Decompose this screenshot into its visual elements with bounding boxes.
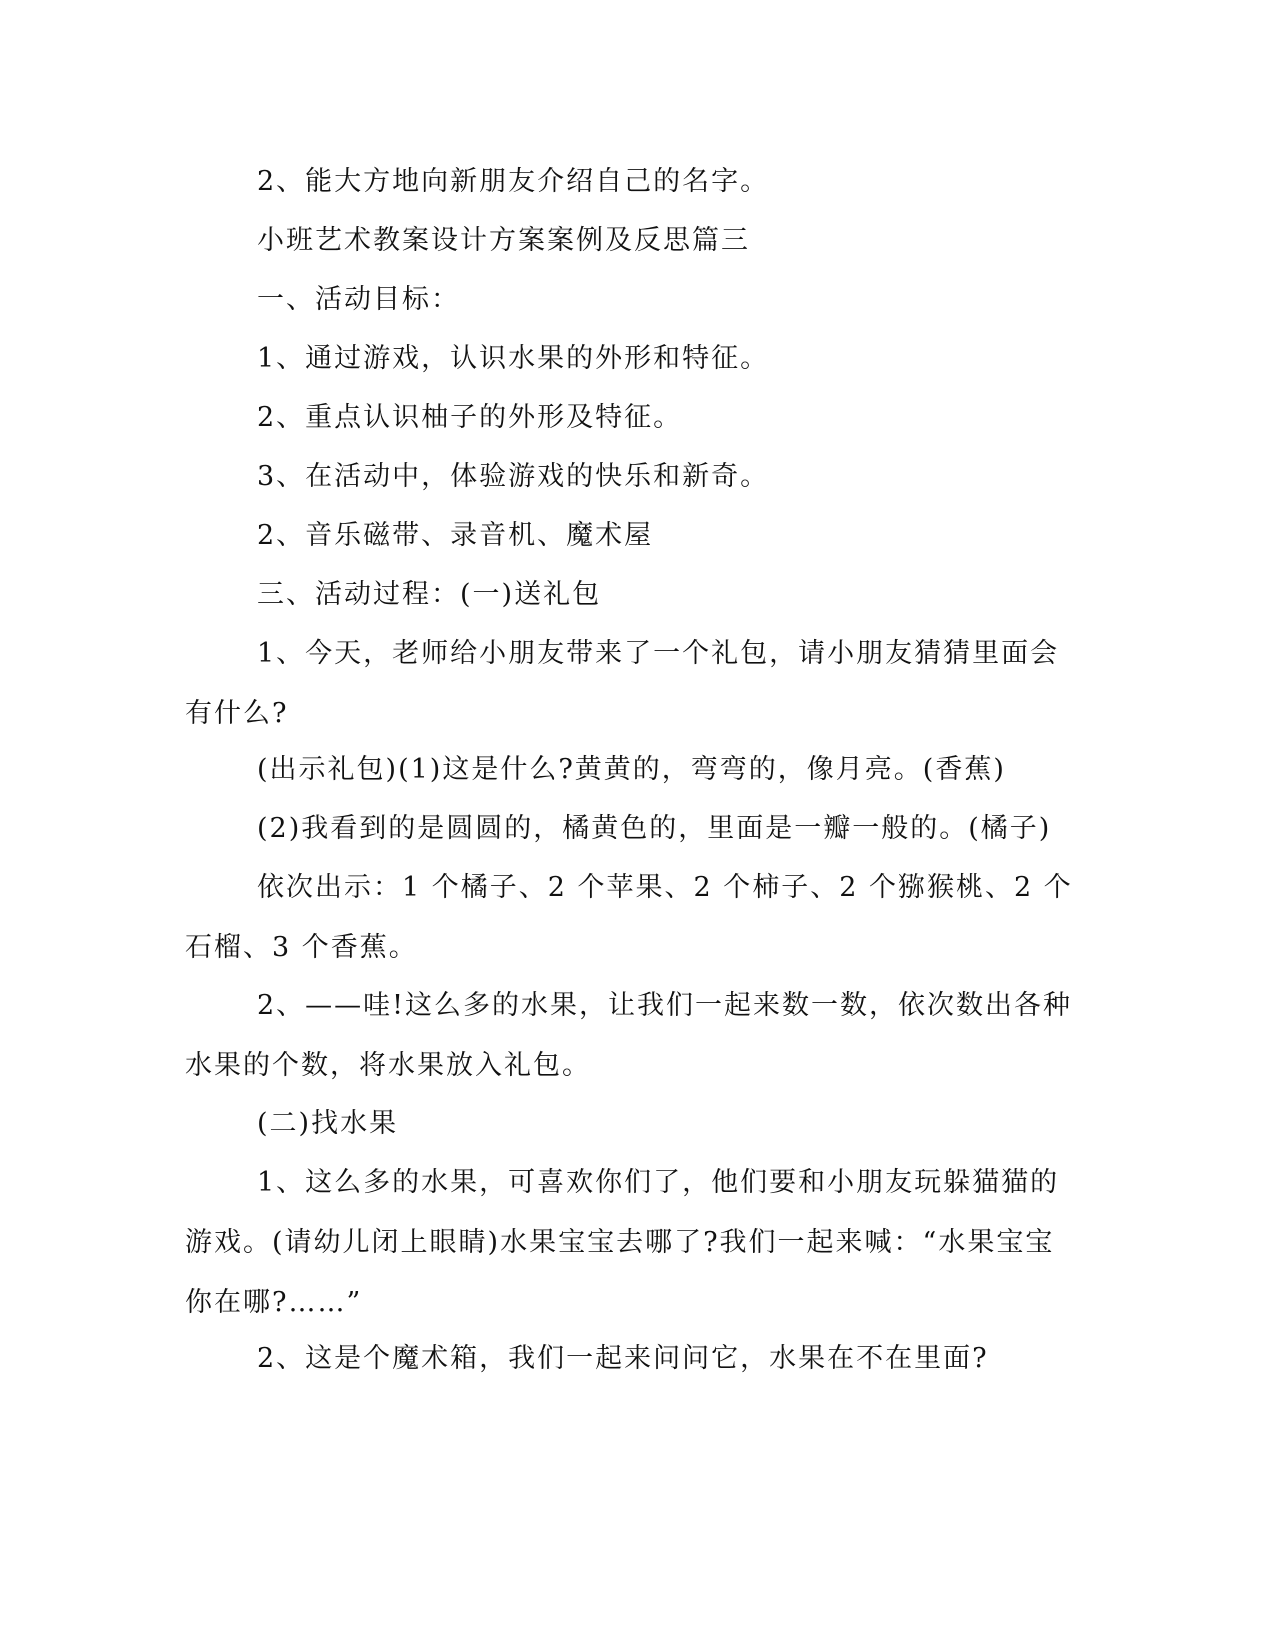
paragraph-show-fruits: 依次出示：1 个橘子、2 个苹果、2 个柿子、2 个猕猴桃、2 个石榴、3 个香蕉。 bbox=[185, 872, 1073, 963]
paragraph-hide-and-seek: 1、这么多的水果，可喜欢你们了，他们要和小朋友玩躲猫猫的游戏。(请幼儿闭上眼睛)水果宝宝去哪了?我们一起来喊：“水果宝宝你在哪?……” bbox=[185, 1167, 1060, 1318]
paragraph-goal-2: 2、能大方地向新朋友介绍自己的名字。 bbox=[257, 166, 770, 197]
paragraph-materials: 2、音乐磁带、录音机、魔术屋 bbox=[257, 520, 654, 551]
heading-activity-process: 三、活动过程：(一)送礼包 bbox=[257, 579, 602, 610]
section-title: 小班艺术教案设计方案案例及反思篇三 bbox=[257, 225, 750, 256]
heading-find-fruits: (二)找水果 bbox=[257, 1108, 399, 1139]
heading-activity-goals: 一、活动目标： bbox=[257, 284, 460, 315]
paragraph-magic-box: 2、这是个魔术箱，我们一起来问问它，水果在不在里面? bbox=[257, 1343, 989, 1374]
paragraph-goal-3: 3、在活动中，体验游戏的快乐和新奇。 bbox=[257, 461, 770, 492]
paragraph-count-fruits: 2、——哇!这么多的水果，让我们一起来数一数，依次数出各种水果的个数，将水果放入礼包。 bbox=[185, 990, 1073, 1081]
paragraph-orange: (2)我看到的是圆圆的，橘黄色的，里面是一瓣一般的。(橘子) bbox=[257, 813, 1052, 844]
paragraph-gift-intro: 1、今天，老师给小朋友带来了一个礼包，请小朋友猜猜里面会有什么? bbox=[185, 638, 1060, 729]
paragraph-goal-2b: 2、重点认识柚子的外形及特征。 bbox=[257, 402, 683, 433]
paragraph-goal-1: 1、通过游戏，认识水果的外形和特征。 bbox=[257, 343, 770, 374]
paragraph-banana: (出示礼包)(1)这是什么?黄黄的，弯弯的，像月亮。(香蕉) bbox=[257, 754, 1006, 785]
